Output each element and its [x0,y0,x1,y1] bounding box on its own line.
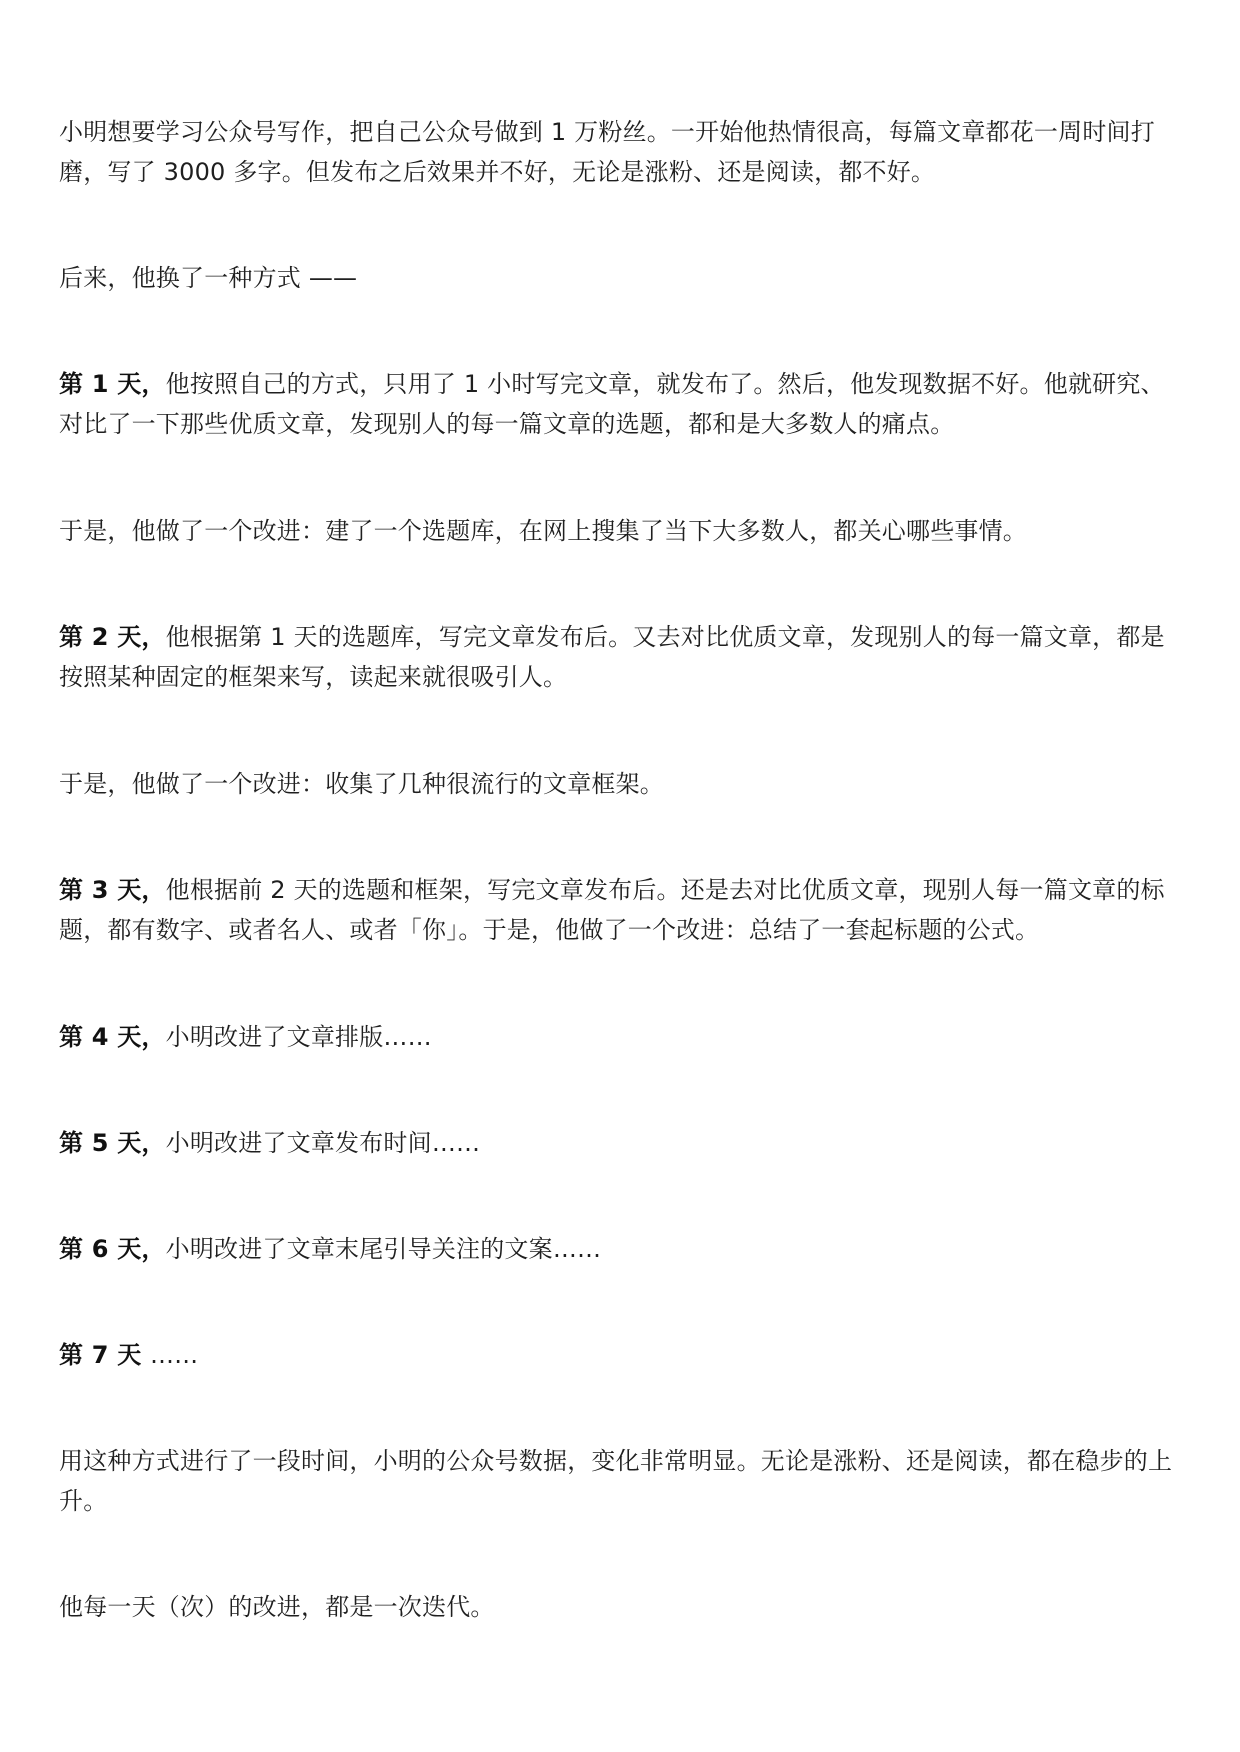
day-label: 第 2 天， [59,623,166,651]
paragraph-text: 他每一天（次）的改进，都是一次迭代。 [59,1593,495,1621]
day-label: 第 6 天， [59,1235,166,1263]
paragraph-text: 他按照自己的方式，只用了 1 小时写完文章，就发布了。然后，他发现数据不好。他就研究、对比了一下那些优质文章，发现别人的每一篇文章的选题，都和是大多数人的痛点。 [59,370,1165,438]
paragraph-text: 用这种方式进行了一段时间，小明的公众号数据，变化非常明显。无论是涨粉、还是阅读，都在稳步的上升。 [59,1447,1173,1515]
paragraph-text: 小明改进了文章发布时间…… [165,1129,481,1157]
paragraph-transition [59,258,1183,298]
day-label: 第 7 天 [59,1341,150,1369]
paragraph-text: …… [149,1341,199,1369]
paragraph-result [59,1441,1183,1521]
paragraph-day-7 [59,1335,1183,1375]
day-label: 第 3 天， [59,876,166,904]
paragraph-day-5 [59,1123,1183,1163]
paragraph-day-3 [59,870,1183,950]
paragraph-improvement-2 [59,764,1183,804]
paragraph-day-4 [59,1017,1183,1057]
day-label: 第 4 天， [59,1023,166,1051]
paragraph-day-6 [59,1229,1183,1269]
paragraph-intro [59,112,1183,192]
paragraph-improvement-1 [59,511,1183,551]
paragraph-text: 后来，他换了一种方式 —— [59,264,358,292]
day-label: 第 5 天， [59,1129,166,1157]
paragraph-text: 他根据前 2 天的选题和框架，写完文章发布后。还是去对比优质文章，现别人每一篇文章的标题，都有数字、或者名人、或者「你」。于是，他做了一个改进：总结了一套起标题的公式。 [59,876,1165,944]
paragraph-text: 小明改进了文章末尾引导关注的文案…… [165,1235,602,1263]
paragraph-text: 于是，他做了一个改进：建了一个选题库，在网上搜集了当下大多数人，都关心哪些事情。 [59,517,1027,545]
paragraph-text: 于是，他做了一个改进：收集了几种很流行的文章框架。 [59,770,664,798]
paragraph-day-1 [59,364,1183,444]
paragraph-day-2 [59,617,1183,697]
paragraph-conclusion [59,1587,1183,1627]
day-label: 第 1 天， [59,370,166,398]
paragraph-text: 小明想要学习公众号写作，把自己公众号做到 1 万粉丝。一开始他热情很高，每篇文章都花一周时间打磨，写了 3000 多字。但发布之后效果并不好，无论是涨粉、还是阅读，都不好。 [59,118,1155,186]
paragraph-text: 他根据第 1 天的选题库，写完文章发布后。又去对比优质文章，发现别人的每一篇文章，都是按照某种固定的框架来写，读起来就很吸引人。 [59,623,1165,691]
paragraph-text: 小明改进了文章排版…… [165,1023,432,1051]
